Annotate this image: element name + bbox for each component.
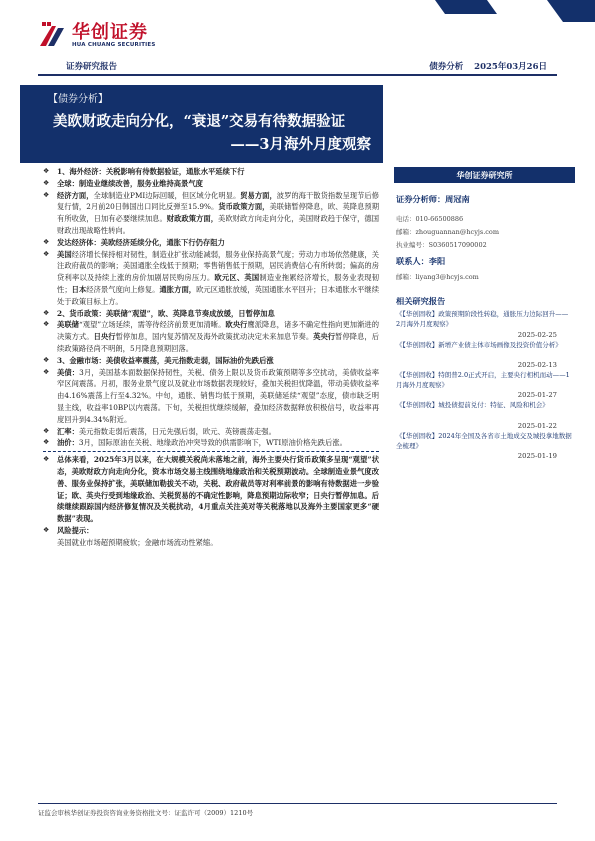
company-logo	[38, 16, 158, 56]
paragraph: ❖ 全球：制造业继续改善，服务业维持高景气度	[43, 178, 203, 188]
bullet-icon: ❖	[43, 237, 50, 246]
bullet-icon: ❖	[43, 426, 50, 435]
paragraph: ❖ 美国经济增长保持相对韧性，制造业扩张动能减弱，服务业保持高景气度；劳动力市场依然健康，关注政府裁员的影响；美国通胀全线低于预期；零售销售低于预期，居民消费信心有所转弱；偏高的房贷利率以及持续上涨的房价加剧居民购房压力。欧元区、英国制造业拖累经济增长，服务业表现韧性；日本经济景气度向上修复。通胀方面，欧元区通胀放缓，英国通胀水平回升；日本通胀水平继续处于政策目标上方。	[43, 249, 380, 306]
paragraph: ❖ 经济方面，全球制造业PMI边际回暖，但区域分化明显。贸易方面，波罗的海干散货指数呈现节后修复行情，2月前20日韩国出口同比反弹至15.9%。货币政策方面，美联储暂停降息，欧、英降息预期有所收敛，日加有必要继续加息。财政政策方面，美欧财政方向走向分化，美国财政趋于保守，德国财政出现战略性转向。	[43, 190, 380, 235]
analyst-tel: 电话：010-66500886	[396, 215, 464, 223]
bullet-icon: ❖	[43, 167, 50, 175]
related-report-date: 2025-02-13	[517, 361, 557, 369]
bullet-icon: ❖	[43, 190, 50, 199]
related-report-link[interactable]: 《【华创固收】新增产业债主体市场画像及投资价值分析》	[396, 341, 562, 349]
report-type: 证券研究报告	[66, 62, 118, 72]
bullet-icon: ❖	[43, 249, 50, 258]
header-divider	[38, 74, 557, 76]
summary-paragraph: ❖ 总体来看，2025年3月以来，在大规模关税尚未落地之前，海外主要央行货币政策多呈现“观望”状态，美欧财政方向走向分化，资本市场交易主线围绕地缘政治和关税预期波动。全球制造业景气度改善、服务业保持扩张，美联储加勒拔关不动，关税、政府裁员等对利率前景的影响有待数据进一步验证；欧、英央行受到地缘政治、关税贸易的不确定性影响，降息预期边际收窄；日央行暂停加息。后续继续跟踪国内经济修复情况及关税扰动，4月重点关注美对等关税落地以及海外主要国家更多“硬数据”表现。	[43, 455, 379, 524]
section-heading: ❖ 2、货币政策：美联储“观望”，欧、英降息节奏成放缓，日暂停加息	[43, 308, 275, 318]
related-report-link[interactable]: 《【华创固收】政策预期阶段性转稳，通胀压力边际回升——2月海外月度观察》	[396, 310, 569, 328]
bullet-icon: ❖	[43, 178, 50, 187]
title-subtitle: ——3月海外月度观察	[230, 136, 371, 153]
summary-body	[43, 166, 379, 549]
paragraph: ❖ 发达经济体：美欧经济延续分化，通胀下行仍存阻力	[43, 237, 225, 247]
analyst-line	[396, 194, 574, 205]
bullet-icon: ❖	[43, 308, 50, 317]
header-meta	[429, 60, 547, 72]
analyst-name: 周冠南	[445, 194, 470, 204]
divider	[43, 451, 379, 452]
institute-banner: 华创证券研究所	[394, 167, 575, 183]
section-heading: ❖ 3、金融市场：美债收益率震荡，美元指数走弱，国际油价先跌后涨	[43, 355, 274, 365]
title-main: 美欧财政走向分化，“衰退”交易有待数据验证	[53, 113, 346, 130]
related-report-date: 2025-01-27	[517, 391, 557, 399]
footer-divider	[38, 803, 557, 804]
analyst-label: 证券分析师：	[396, 194, 446, 204]
bullet-icon: ❖	[43, 525, 50, 534]
title-tag: 【债券分析】	[48, 94, 108, 105]
paragraph: ❖ 汇率：美元指数走弱后震荡，日元先强后弱，欧元、英镑震荡走强。	[43, 426, 276, 436]
related-report-date: 2025-02-25	[517, 331, 557, 339]
contact-email[interactable]: 邮箱：liyang3@hcyjs.com	[396, 273, 479, 281]
bullet-icon: ❖	[43, 355, 50, 364]
related-report-link[interactable]: 《【华创固收】2024年全国及各省市土地成交及城投拿地数据全梳理》	[396, 432, 572, 450]
contact-line	[396, 256, 574, 267]
related-report-date: 2025-01-22	[517, 422, 557, 430]
footer-license: 证监会审核华创证券投资咨询业务资格批文号：证监许可（2009）1210号	[38, 809, 254, 817]
report-category: 债券分析	[429, 62, 464, 72]
bullet-icon: ❖	[43, 438, 50, 447]
brand-name-en: HUA CHUANG SECURITIES	[72, 42, 156, 48]
title-banner	[20, 85, 383, 163]
related-report-link[interactable]: 《【华创固收】特朗普2.0正式开启，主要央行相机而动——1月海外月度观察》	[396, 371, 570, 389]
analyst-license: 执业编号：S0360517090002	[396, 241, 487, 249]
bullet-icon: ❖	[43, 455, 50, 464]
risk-text: 美国就业市场超预期疲软；金融市场流动性紧缩。	[57, 537, 218, 547]
paragraph: ❖ 油价：3月，国际原油在关税、地缘政治冲突导致的供需影响下，WTI原油价格先跌后涨。	[43, 438, 347, 448]
corner-decoration	[435, 0, 595, 32]
paragraph: ❖ 美债：3月，美国基本面数据保持韧性，关税、债务上限以及货币政策预期等多空扰动，美债收益率窄区间震荡。月初，服务业景气度以及就业市场数据表现较好，叠加关税担忧降温，带动美债收益率由4.16%震荡上行至4.32%。中旬，通胀、销售均低于预期，美联储延续“观望”态度，债市缺乏明显主线，收益率10BP以内震荡。下旬，关税担忧继续缓解，叠加经济数据释放积极信号，收益率再度回升到4.34%附近。	[43, 367, 380, 424]
bullet-icon: ❖	[43, 320, 50, 329]
related-report-link[interactable]: 《【华创固收】城投债提前兑付：特征、风险和机会》	[396, 401, 549, 409]
analyst-email[interactable]: 邮箱：zhouguannan@hcyjs.com	[396, 228, 500, 236]
logo-mark-icon	[38, 20, 68, 48]
contact-name: 李阳	[428, 256, 446, 266]
bullet-icon: ❖	[43, 367, 50, 376]
report-date: 2025年03月26日	[474, 62, 547, 72]
related-report-date: 2025-01-19	[517, 452, 557, 460]
risk-heading: ❖ 风险提示：	[43, 525, 94, 535]
section-heading: ❖ 1、海外经济：关税影响有待数据验证，通胀水平延续下行	[43, 167, 245, 176]
related-reports-heading: 相关研究报告	[396, 296, 446, 306]
contact-label: 联系人：	[396, 256, 429, 266]
paragraph: ❖ 美联储“观望”立场延续，需等待经济前景更加清晰。欧央行鹰派降息，诸多不确定性指向更加渐进的决策方式。日央行暂停加息，国内复苏情况及海外政策扰动决定未来加息节奏。英央行暂停降息，后续政策路径尚不明朗，5月降息预期回落。	[43, 320, 380, 353]
brand-name: 华创证券	[72, 22, 148, 43]
